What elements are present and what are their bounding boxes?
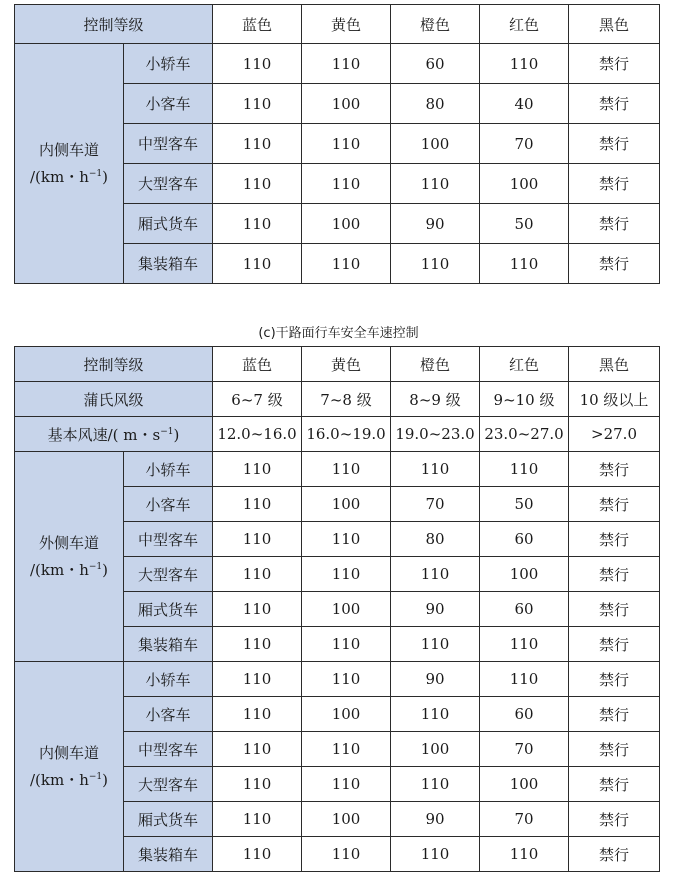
wind-speed-cell: 12.0~16.0 xyxy=(213,417,302,452)
speed-limit-cell: 110 xyxy=(213,124,302,164)
vehicle-type-label: 小客车 xyxy=(124,84,213,124)
speed-limit-cell: 110 xyxy=(213,522,302,557)
wind-speed-label-text: 基本风速/( m・s xyxy=(47,425,161,444)
beaufort-scale-cell: 7~8 级 xyxy=(302,382,391,417)
speed-limit-cell: 110 xyxy=(391,697,480,732)
speed-limit-cell: 禁行 xyxy=(569,732,660,767)
lane-unit-exponent: −1 xyxy=(88,561,103,572)
speed-limit-cell: 110 xyxy=(480,662,569,697)
speed-limit-cell: 110 xyxy=(480,837,569,872)
speed-limit-cell: 100 xyxy=(302,697,391,732)
lane-unit: /(km・h xyxy=(29,560,89,579)
speed-limit-cell: 70 xyxy=(480,732,569,767)
speed-limit-cell: 90 xyxy=(391,662,480,697)
control-level-header: 控制等级 xyxy=(15,5,213,44)
beaufort-scale-cell: 6~7 级 xyxy=(213,382,302,417)
speed-limit-cell: 禁行 xyxy=(569,767,660,802)
vehicle-type-label: 厢式货车 xyxy=(124,802,213,837)
speed-limit-cell: 60 xyxy=(480,697,569,732)
vehicle-type-label: 中型客车 xyxy=(124,124,213,164)
speed-limit-cell: 禁行 xyxy=(569,164,660,204)
speed-limit-cell: 禁行 xyxy=(569,84,660,124)
vehicle-type-label: 中型客车 xyxy=(124,732,213,767)
vehicle-type-label: 小客车 xyxy=(124,487,213,522)
speed-limit-cell: 110 xyxy=(302,627,391,662)
speed-limit-cell: 禁行 xyxy=(569,662,660,697)
speed-limit-cell: 禁行 xyxy=(569,244,660,284)
vehicle-type-label: 集装箱车 xyxy=(124,244,213,284)
vehicle-type-label: 大型客车 xyxy=(124,557,213,592)
level-header-cell: 黄色 xyxy=(302,347,391,382)
speed-limit-cell: 110 xyxy=(213,802,302,837)
level-header-cell: 蓝色 xyxy=(213,5,302,44)
control-level-header: 控制等级 xyxy=(15,347,213,382)
speed-limit-cell: 禁行 xyxy=(569,204,660,244)
speed-limit-cell: 110 xyxy=(213,84,302,124)
speed-limit-cell: 110 xyxy=(213,164,302,204)
speed-limit-cell: 110 xyxy=(302,124,391,164)
speed-limit-cell: 80 xyxy=(391,522,480,557)
wind-speed-cell: 16.0~19.0 xyxy=(302,417,391,452)
level-header-cell: 橙色 xyxy=(391,5,480,44)
speed-limit-cell: 110 xyxy=(213,44,302,84)
level-header-cell: 黑色 xyxy=(569,5,660,44)
speed-limit-cell: 100 xyxy=(302,487,391,522)
speed-limit-cell: 110 xyxy=(302,767,391,802)
speed-limit-cell: 110 xyxy=(302,732,391,767)
vehicle-type-label: 大型客车 xyxy=(124,164,213,204)
speed-limit-cell: 60 xyxy=(391,44,480,84)
speed-limit-cell: 110 xyxy=(302,244,391,284)
beaufort-scale-row xyxy=(15,382,660,417)
wind-speed-row xyxy=(15,417,660,452)
speed-limit-cell: 禁行 xyxy=(569,627,660,662)
vehicle-type-label: 小轿车 xyxy=(124,662,213,697)
speed-limit-cell: 110 xyxy=(391,767,480,802)
beaufort-scale-label: 蒲氏风级 xyxy=(15,382,213,417)
speed-limit-cell: 禁行 xyxy=(569,452,660,487)
level-header-cell: 红色 xyxy=(480,5,569,44)
speed-limit-cell: 110 xyxy=(480,452,569,487)
level-header-cell: 蓝色 xyxy=(213,347,302,382)
speed-limit-cell: 110 xyxy=(391,557,480,592)
speed-limit-cell: 100 xyxy=(480,164,569,204)
speed-limit-cell: 禁行 xyxy=(569,44,660,84)
speed-limit-cell: 禁行 xyxy=(569,802,660,837)
speed-limit-cell: 110 xyxy=(391,627,480,662)
wind-speed-label-close: ) xyxy=(173,425,180,444)
table-caption: (c)干路面行车安全车速控制 xyxy=(258,326,419,341)
speed-limit-cell: 110 xyxy=(213,487,302,522)
speed-limit-cell: 100 xyxy=(391,124,480,164)
vehicle-type-label: 中型客车 xyxy=(124,522,213,557)
header-row xyxy=(15,5,660,44)
speed-limit-cell: 100 xyxy=(480,557,569,592)
wind-speed-cell: 23.0~27.0 xyxy=(480,417,569,452)
speed-control-table-upper xyxy=(14,4,660,284)
speed-limit-cell: 110 xyxy=(302,164,391,204)
speed-limit-cell: 60 xyxy=(480,592,569,627)
speed-limit-cell: 110 xyxy=(213,452,302,487)
speed-limit-cell: 110 xyxy=(391,244,480,284)
speed-limit-cell: 110 xyxy=(302,44,391,84)
level-header-cell: 黑色 xyxy=(569,347,660,382)
speed-limit-cell: 110 xyxy=(213,767,302,802)
speed-limit-cell: 110 xyxy=(302,522,391,557)
speed-limit-cell: 100 xyxy=(391,732,480,767)
speed-limit-cell: 禁行 xyxy=(569,697,660,732)
lane-name: 内侧车道 xyxy=(38,141,99,160)
speed-limit-cell: 50 xyxy=(480,204,569,244)
lane-unit-close: ) xyxy=(102,770,109,789)
speed-limit-cell: 70 xyxy=(480,802,569,837)
vehicle-type-label: 小轿车 xyxy=(124,44,213,84)
beaufort-scale-cell: 9~10 级 xyxy=(480,382,569,417)
speed-limit-cell: 70 xyxy=(391,487,480,522)
speed-limit-cell: 100 xyxy=(302,204,391,244)
header-row xyxy=(15,347,660,382)
beaufort-scale-cell: 8~9 级 xyxy=(391,382,480,417)
speed-limit-cell: 60 xyxy=(480,522,569,557)
vehicle-type-label: 厢式货车 xyxy=(124,592,213,627)
table-row xyxy=(15,662,660,697)
speed-control-table-lower xyxy=(14,346,660,872)
speed-limit-cell: 110 xyxy=(213,732,302,767)
speed-limit-cell: 禁行 xyxy=(569,837,660,872)
speed-limit-cell: 40 xyxy=(480,84,569,124)
speed-limit-cell: 110 xyxy=(213,557,302,592)
speed-limit-cell: 110 xyxy=(391,837,480,872)
speed-limit-cell: 110 xyxy=(480,244,569,284)
table-row xyxy=(15,452,660,487)
vehicle-type-label: 集装箱车 xyxy=(124,837,213,872)
speed-limit-cell: 110 xyxy=(213,627,302,662)
speed-limit-cell: 禁行 xyxy=(569,592,660,627)
vehicle-type-label: 小轿车 xyxy=(124,452,213,487)
speed-limit-cell: 110 xyxy=(213,244,302,284)
level-header-cell: 黄色 xyxy=(302,5,391,44)
speed-limit-cell: 100 xyxy=(302,592,391,627)
speed-limit-cell: 110 xyxy=(213,697,302,732)
lane-unit-exponent: −1 xyxy=(88,771,103,782)
lane-name: 内侧车道 xyxy=(38,744,99,763)
vehicle-type-label: 厢式货车 xyxy=(124,204,213,244)
speed-limit-cell: 100 xyxy=(302,84,391,124)
level-header-cell: 红色 xyxy=(480,347,569,382)
speed-limit-cell: 80 xyxy=(391,84,480,124)
lane-unit-exponent: −1 xyxy=(88,168,103,179)
lane-unit: /(km・h xyxy=(29,770,89,789)
lane-unit: /(km・h xyxy=(29,167,89,186)
speed-limit-cell: 70 xyxy=(480,124,569,164)
speed-limit-cell: 禁行 xyxy=(569,557,660,592)
wind-speed-label xyxy=(15,417,213,452)
wind-speed-cell: 19.0~23.0 xyxy=(391,417,480,452)
speed-limit-cell: 禁行 xyxy=(569,522,660,557)
speed-limit-cell: 110 xyxy=(480,44,569,84)
speed-limit-cell: 110 xyxy=(213,662,302,697)
speed-limit-cell: 110 xyxy=(302,452,391,487)
beaufort-scale-cell: 10 级以上 xyxy=(569,382,660,417)
speed-limit-cell: 110 xyxy=(391,452,480,487)
table-row xyxy=(15,44,660,84)
speed-limit-cell: 90 xyxy=(391,592,480,627)
speed-limit-cell: 90 xyxy=(391,204,480,244)
speed-limit-cell: 100 xyxy=(480,767,569,802)
speed-limit-cell: 110 xyxy=(391,164,480,204)
speed-limit-cell: 100 xyxy=(302,802,391,837)
lane-unit-close: ) xyxy=(102,167,109,186)
speed-limit-cell: 禁行 xyxy=(569,487,660,522)
wind-speed-cell: >27.0 xyxy=(569,417,660,452)
inner-lane-label xyxy=(15,662,124,872)
wind-speed-label-exponent: −1 xyxy=(160,426,174,437)
outer-lane-label xyxy=(15,452,124,662)
speed-limit-cell: 110 xyxy=(213,837,302,872)
speed-limit-cell: 90 xyxy=(391,802,480,837)
speed-limit-cell: 110 xyxy=(480,627,569,662)
speed-limit-cell: 110 xyxy=(302,662,391,697)
inner-lane-label xyxy=(15,44,124,284)
lane-unit-close: ) xyxy=(102,560,109,579)
speed-limit-cell: 110 xyxy=(213,592,302,627)
vehicle-type-label: 小客车 xyxy=(124,697,213,732)
vehicle-type-label: 集装箱车 xyxy=(124,627,213,662)
lane-name: 外侧车道 xyxy=(38,534,99,553)
level-header-cell: 橙色 xyxy=(391,347,480,382)
speed-limit-cell: 110 xyxy=(302,837,391,872)
speed-limit-cell: 110 xyxy=(302,557,391,592)
speed-limit-cell: 禁行 xyxy=(569,124,660,164)
vehicle-type-label: 大型客车 xyxy=(124,767,213,802)
speed-limit-cell: 50 xyxy=(480,487,569,522)
speed-limit-cell: 110 xyxy=(213,204,302,244)
